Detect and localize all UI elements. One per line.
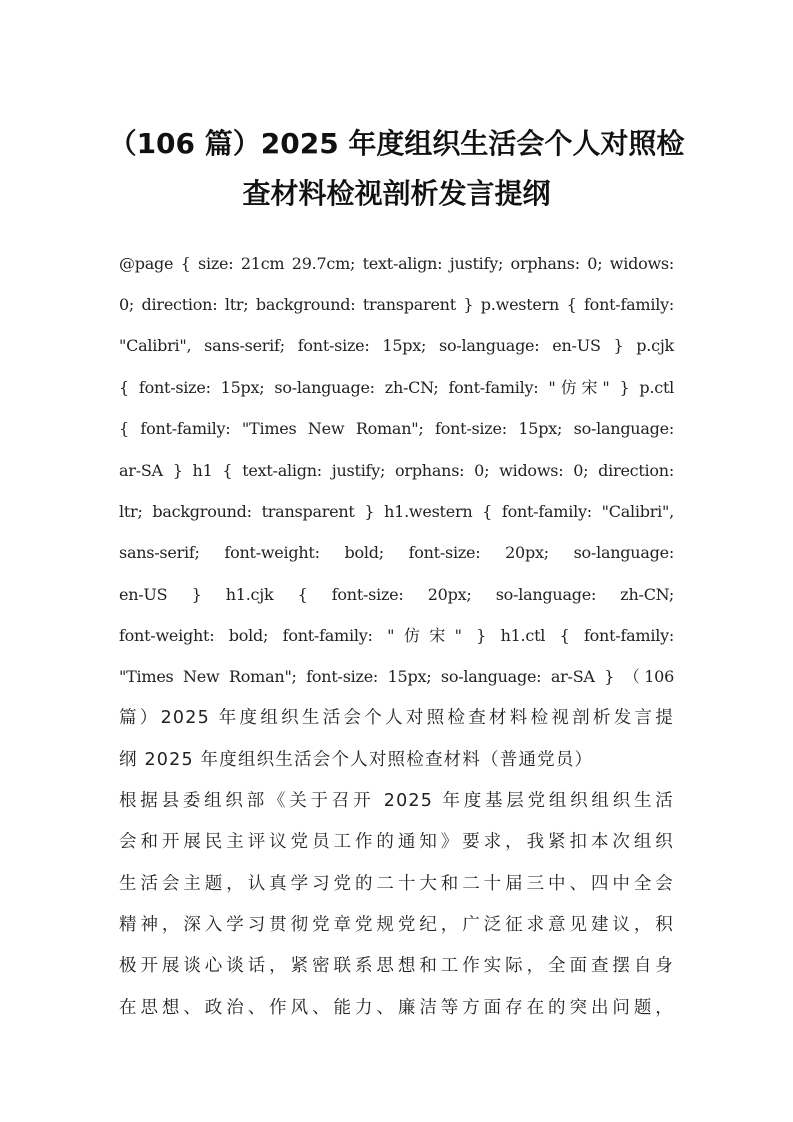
- body-text-line: 极开展谈心谈话，紧密联系思想和工作实际，全面查摆自身: [119, 956, 674, 976]
- body-text-line: ar-SA } h1 { text-align: justify; orphans: 0; widows: 0; direction:: [119, 461, 674, 480]
- body-text-line: 篇）2025 年度组织生活会个人对照检查材料检视剖析发言提: [119, 708, 674, 728]
- document-title-line-2: 查材料检视剖析发言提纲: [242, 177, 551, 210]
- body-text-line: 在思想、政治、作风、能力、廉洁等方面存在的突出问题，: [119, 998, 674, 1018]
- body-text-line: { font-family: "Times New Roman"; font-size: 15px; so-language:: [119, 419, 674, 438]
- body-text-line: @page { size: 21cm 29.7cm; text-align: justify; orphans: 0; widows:: [119, 254, 674, 273]
- body-text-line: 生活会主题，认真学习党的二十大和二十届三中、四中全会: [119, 874, 674, 894]
- body-text-line: ltr; background: transparent } h1.western { font-family: "Calibri",: [119, 502, 674, 521]
- body-text-line: { font-size: 15px; so-language: zh-CN; font-family: "仿宋" } p.ctl: [119, 378, 674, 397]
- body-text-line: 精神，深入学习贯彻党章党规党纪，广泛征求意见建议，积: [119, 915, 674, 935]
- body-text-line: en-US } h1.cjk { font-size: 20px; so-language: zh-CN;: [119, 585, 674, 604]
- body-text-line: "Calibri", sans-serif; font-size: 15px; so-language: en-US } p.cjk: [119, 336, 674, 355]
- body-text-line: "Times New Roman"; font-size: 15px; so-language: ar-SA } （106: [119, 667, 674, 686]
- document-title-line-1: （106 篇）2025 年度组织生活会个人对照检: [108, 127, 685, 160]
- body-text-line: font-weight: bold; font-family: "仿宋" } h1.ctl { font-family:: [119, 626, 674, 645]
- body-text-line: 会和开展民主评议党员工作的通知》要求，我紧扣本次组织: [119, 832, 674, 852]
- body-text-line: sans-serif; font-weight: bold; font-size: 20px; so-language:: [119, 543, 674, 562]
- body-text-line: 纲 2025 年度组织生活会个人对照检查材料（普通党员）: [119, 750, 594, 770]
- body-text-line: 0; direction: ltr; background: transparent } p.western { font-family:: [119, 295, 674, 314]
- body-text-line: 根据县委组织部《关于召开 2025 年度基层党组织组织生活: [119, 791, 674, 811]
